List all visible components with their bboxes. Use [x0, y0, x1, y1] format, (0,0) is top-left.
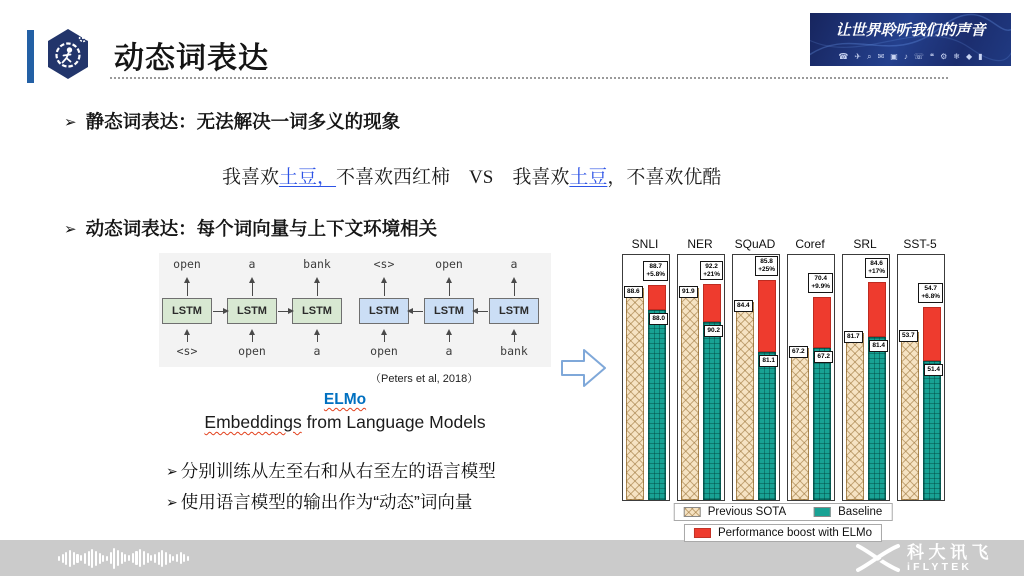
- cart-icon: ◆: [966, 52, 973, 61]
- bullet-dynamic-word: [64, 215, 437, 241]
- chart-category-label: Coref: [795, 237, 825, 251]
- bar-elmo-boost: [868, 282, 886, 337]
- diagram-word-bottom: a: [313, 344, 321, 358]
- bar-baseline: [703, 322, 721, 500]
- right-arrow-icon: [213, 311, 226, 312]
- phone-icon: ☏: [913, 52, 924, 61]
- label-baseline: 90.2: [704, 325, 723, 337]
- example-segment: 土豆，: [279, 167, 337, 188]
- elmo-boost: +21%: [703, 270, 720, 278]
- elmo-expansion: [145, 412, 545, 433]
- label-previous-sota: 84.4: [734, 300, 753, 312]
- up-arrow-icon: [514, 280, 515, 296]
- brand-name-cn: 科大讯飞: [907, 542, 993, 562]
- up-arrow-icon: [187, 280, 188, 296]
- right-arrow-icon: [561, 348, 607, 393]
- label-baseline: 51.4: [924, 364, 943, 376]
- label-elmo-result: [755, 256, 778, 276]
- handset-icon: ☎: [838, 52, 849, 61]
- wave-bar: [117, 550, 119, 566]
- sub-bullet-text: 分别训练从左至右和从右至左的语言模型: [180, 461, 496, 481]
- wave-bar: [143, 551, 145, 565]
- legend-swatch-previous-sota: [684, 507, 701, 517]
- brand-text: [907, 544, 993, 573]
- wave-bar: [80, 555, 82, 561]
- footer-bar: [0, 540, 1024, 576]
- diagram-word-bottom: open: [370, 344, 398, 358]
- elmo-bilstm-diagram: [159, 253, 551, 367]
- bar-elmo-boost: [813, 297, 831, 348]
- label-baseline: 81.1: [759, 355, 778, 367]
- arrow-bullet-icon: ➢: [64, 114, 77, 131]
- wave-bar: [176, 554, 178, 562]
- lstm-box: LSTM: [162, 298, 212, 324]
- label-elmo-result: [700, 261, 723, 281]
- up-arrow-icon: [449, 332, 450, 342]
- snow-icon: ❄: [953, 52, 961, 61]
- elmo-caption: [145, 391, 545, 433]
- wave-bar: [113, 548, 115, 569]
- elmo-value: 70.4: [814, 275, 828, 283]
- wave-bar: [65, 552, 67, 565]
- elmo-value: 85.8: [760, 258, 773, 266]
- elmo-expansion-highlight: Embeddings: [204, 412, 302, 432]
- label-baseline: 67.2: [814, 351, 833, 363]
- hexagon-gear-person-icon: [44, 26, 92, 82]
- lstm-box: LSTM: [292, 298, 342, 324]
- wave-bar: [62, 554, 64, 563]
- chart-category-label: NER: [687, 237, 713, 251]
- wave-bar: [165, 552, 167, 565]
- page-title: 动态词表达: [114, 42, 269, 75]
- example-segment: 我喜欢: [512, 167, 570, 188]
- title-separator: [110, 77, 948, 79]
- chart-category-label: SQuAD: [734, 237, 776, 251]
- left-arrow-icon: [475, 311, 488, 312]
- wave-bar: [154, 554, 156, 563]
- up-arrow-icon: [252, 332, 253, 342]
- up-arrow-icon: [384, 280, 385, 296]
- chat-icon: ❝: [929, 52, 935, 61]
- bar-baseline: [758, 352, 776, 500]
- wave-bar: [147, 553, 149, 563]
- left-arrow-icon: [410, 311, 423, 312]
- wave-bar: [84, 553, 86, 564]
- chart-panel: [897, 254, 945, 501]
- banner-slogan: 让世界聆听我们的声音: [835, 23, 986, 39]
- wave-bar: [73, 552, 75, 565]
- bullet-static-word: [64, 108, 400, 134]
- diagram-word-bottom: a: [445, 344, 453, 358]
- diagram-word-bottom: open: [238, 344, 266, 358]
- arrow-bullet-icon: ➢: [64, 221, 77, 238]
- bar-baseline: [923, 361, 941, 500]
- wave-bar: [169, 554, 171, 563]
- bar-previous-sota: [681, 288, 699, 500]
- battery-icon: ▮: [978, 52, 983, 61]
- chart-category-label: SRL: [853, 237, 877, 251]
- arrow-bullet-icon: ➢: [166, 494, 178, 510]
- chart-panel: [622, 254, 670, 501]
- wave-bar: [76, 554, 78, 563]
- wave-bar: [161, 550, 163, 567]
- polysemy-example-sentence: [222, 162, 721, 189]
- bar-elmo-boost: [923, 307, 941, 361]
- legend-label: Performance boost with ELMo: [717, 527, 873, 539]
- bullet-text: 静态词表达：无法解决一词多义的现象: [85, 111, 401, 132]
- camera-icon: ▣: [890, 52, 898, 61]
- elmo-expansion-rest: from Language Models: [301, 412, 486, 432]
- title-accent-bar: [27, 30, 34, 83]
- wave-bar: [139, 549, 141, 567]
- bar-previous-sota: [626, 288, 644, 500]
- label-previous-sota: 91.9: [679, 286, 698, 298]
- diagram-word-bottom: <s>: [176, 344, 198, 358]
- wave-bar: [121, 552, 123, 564]
- diagram-word-top: <s>: [373, 257, 395, 271]
- example-segment: 我喜欢: [222, 167, 280, 188]
- example-segment: ，不喜欢优酷: [607, 167, 722, 188]
- elmo-boost: +25%: [758, 266, 775, 274]
- up-arrow-icon: [317, 280, 318, 296]
- banner-icon-row: [810, 53, 1011, 61]
- elmo-boost: +5.8%: [646, 271, 665, 279]
- diagram-word-bottom: bank: [500, 344, 528, 358]
- sub-bullet-2: [166, 487, 496, 518]
- sub-bullet-text: 使用语言模型的输出作为“动态”词向量: [180, 492, 473, 512]
- label-baseline: 81.4: [869, 340, 888, 352]
- bar-previous-sota: [901, 332, 919, 500]
- brand-banner: [810, 13, 1011, 66]
- elmo-boost: +6.8%: [921, 293, 940, 301]
- wave-bar: [150, 555, 152, 561]
- legend-label: Previous SOTA: [707, 506, 787, 518]
- elmo-value: 88.7: [649, 263, 663, 271]
- iflytek-x-mark: [856, 543, 900, 573]
- wave-bar: [69, 550, 71, 567]
- elmo-value: 54.7: [924, 285, 938, 293]
- diagram-citation: （Peters et al, 2018）: [370, 373, 479, 385]
- label-elmo-result: [808, 273, 833, 293]
- wave-bar: [124, 554, 126, 562]
- elmo-results-chart: [620, 237, 950, 537]
- diagram-word-top: open: [435, 257, 463, 271]
- plane-icon: ✈: [854, 52, 862, 61]
- legend-swatch-boost: [694, 528, 711, 538]
- search-icon: ⌕: [867, 52, 872, 61]
- music-icon: ♪: [903, 52, 908, 61]
- diagram-word-top: a: [248, 257, 256, 271]
- elmo-value: 92.2: [705, 262, 718, 270]
- waveform-logo: [58, 540, 189, 576]
- label-elmo-result: [643, 261, 668, 281]
- diagram-word-top: open: [173, 257, 201, 271]
- gear-icon: ⚙: [940, 52, 948, 61]
- label-elmo-result: [918, 283, 943, 303]
- wave-bar: [58, 556, 60, 561]
- wave-bar: [99, 553, 101, 564]
- lstm-box: LSTM: [227, 298, 277, 324]
- wave-bar: [88, 551, 90, 566]
- chart-legend: [674, 503, 893, 521]
- up-arrow-icon: [449, 280, 450, 296]
- brand-name-en: iFLYTEK: [907, 560, 973, 573]
- sub-bullet-1: [166, 456, 496, 487]
- chart-panel: [732, 254, 780, 501]
- chart-panel: [787, 254, 835, 501]
- wave-bar: [158, 552, 160, 565]
- iflytek-logo: [856, 543, 993, 573]
- wave-bar: [106, 556, 108, 561]
- bar-baseline: [813, 348, 831, 500]
- lstm-box: LSTM: [359, 298, 409, 324]
- example-segment: VS: [450, 167, 513, 188]
- legend-swatch-baseline: [814, 507, 831, 517]
- up-arrow-icon: [317, 332, 318, 342]
- wave-bar: [95, 551, 97, 566]
- elmo-sub-bullets: [166, 456, 496, 518]
- label-previous-sota: 53.7: [899, 330, 918, 342]
- wave-bar: [110, 552, 112, 564]
- wave-bar: [183, 554, 185, 562]
- bar-elmo-boost: [648, 285, 666, 310]
- mail-icon: ✉: [877, 52, 885, 61]
- legend-label: Baseline: [838, 506, 883, 518]
- wave-bar: [135, 551, 137, 565]
- chart-category-label: SST-5: [903, 237, 937, 251]
- arrow-bullet-icon: ➢: [166, 463, 178, 479]
- bar-elmo-boost: [703, 284, 721, 322]
- up-arrow-icon: [384, 332, 385, 342]
- wave-bar: [128, 555, 130, 561]
- bar-baseline: [648, 310, 666, 500]
- elmo-boost: +17%: [868, 268, 885, 276]
- bar-elmo-boost: [758, 280, 776, 352]
- label-previous-sota: 81.7: [844, 331, 863, 343]
- lstm-box: LSTM: [424, 298, 474, 324]
- bar-baseline: [868, 337, 886, 500]
- label-elmo-result: [865, 258, 888, 278]
- wave-bar: [91, 549, 93, 568]
- wave-bar: [102, 555, 104, 562]
- up-arrow-icon: [252, 280, 253, 296]
- right-arrow-icon: [278, 311, 291, 312]
- elmo-boost: +9.9%: [811, 283, 830, 291]
- example-segment: 土豆: [569, 167, 608, 188]
- label-previous-sota: 88.6: [624, 286, 643, 298]
- elmo-name: ELMo: [323, 391, 367, 408]
- chart-panel: [842, 254, 890, 501]
- chart-panel: [677, 254, 725, 501]
- lstm-box: LSTM: [489, 298, 539, 324]
- up-arrow-icon: [187, 332, 188, 342]
- bar-previous-sota: [791, 348, 809, 500]
- chart-category-label: SNLI: [631, 237, 659, 251]
- up-arrow-icon: [514, 332, 515, 342]
- label-baseline: 88.0: [649, 313, 668, 325]
- wave-bar: [172, 556, 174, 561]
- bar-previous-sota: [736, 302, 754, 500]
- label-previous-sota: 67.2: [789, 346, 808, 358]
- diagram-word-top: a: [510, 257, 518, 271]
- bar-previous-sota: [846, 333, 864, 500]
- wave-bar: [187, 556, 189, 561]
- chart-legend-boost: [684, 524, 882, 542]
- wave-bar: [180, 552, 182, 564]
- bullet-text: 动态词表达：每个词向量与上下文环境相关: [85, 218, 438, 239]
- elmo-value: 84.6: [870, 260, 883, 268]
- diagram-word-top: bank: [303, 257, 331, 271]
- wave-bar: [132, 553, 134, 563]
- example-segment: 不喜欢西红柿: [336, 167, 451, 188]
